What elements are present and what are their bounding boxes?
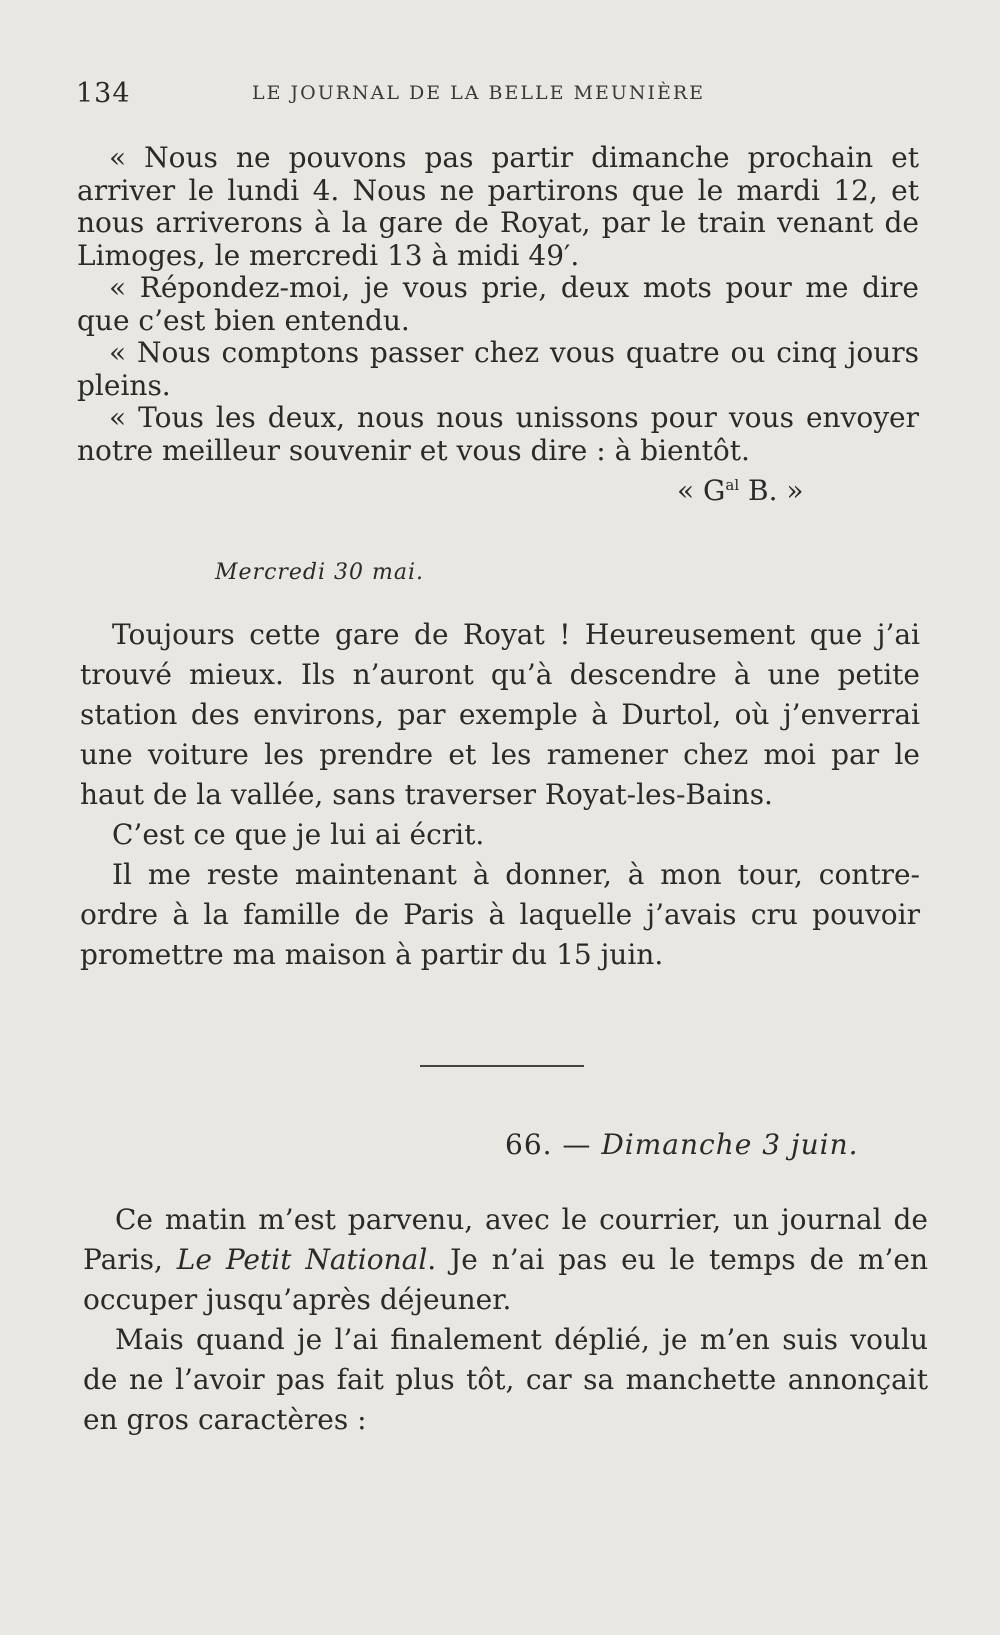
entry-text [83, 1200, 928, 1440]
letter-paragraph: « Répondez-moi, je vous prie, deux mots pour me dire que c’est bien entendu. [77, 271, 919, 337]
letter-paragraph: « Nous ne pouvons pas partir dimanche prochain et arriver le lundi 4. Nous ne partirons que le mardi 12, et nous arriverons à la gare de Royat, par le train venant de Limoges, le mercredi 13 à midi 49′. [77, 141, 919, 272]
quoted-letter [77, 142, 919, 507]
entry-heading [505, 1128, 859, 1161]
entry-title: Dimanche 3 juin. [601, 1128, 859, 1161]
signature-open: « G [677, 474, 726, 507]
letter-paragraph: « Nous comptons passer chez vous quatre ou cinq jours pleins. [77, 336, 919, 402]
signature-close: B. » [739, 474, 804, 507]
page-header [76, 78, 756, 110]
body-paragraph: Il me reste maintenant à donner, à mon tour, contre-ordre à la famille de Paris à laquelle j’avais cru pouvoir promettre ma maison à partir du 15 juin. [80, 858, 920, 971]
entry-number: 66. — [505, 1128, 602, 1161]
body-paragraph: Toujours cette gare de Royat ! Heureusement que j’ai trouvé mieux. Ils n’auront qu’à descendre à une petite station des environs, par exemple à Durtol, où j’enverrai une voiture les prendre et les ramener chez moi par le haut de la vallée, sans traverser Royat-les-Bains. [80, 618, 920, 811]
entry-text-segment: . Je n’ai pas eu le temps de m’en occuper jusqu’après déjeuner. [83, 1243, 929, 1316]
letter-paragraph: « Tous les deux, nous nous unissons pour vous envoyer notre meilleur souvenir et vous dire : à bientôt. [77, 401, 919, 467]
entry-paragraph [83, 1200, 928, 1320]
letter-signature [77, 469, 919, 507]
body-paragraph: C’est ce que je lui ai écrit. [112, 818, 485, 851]
running-head: LE JOURNAL DE LA BELLE MEUNIÈRE [252, 82, 706, 104]
section-separator [420, 1065, 584, 1067]
signature-superscript: al [725, 476, 740, 494]
page-number: 134 [76, 78, 131, 109]
entry-text-segment: Ce matin m’est parvenu, avec le courrier, un journal de Paris, [83, 1203, 928, 1276]
newspaper-title: Le Petit National [176, 1243, 428, 1276]
diary-body [80, 615, 920, 975]
entry-paragraph: Mais quand je l’ai finalement déplié, je m’en suis voulu de ne l’avoir pas fait plus tôt, car sa manchette annonçait en gros caractères : [83, 1323, 928, 1436]
entry-date: Mercredi 30 mai. [215, 560, 425, 585]
